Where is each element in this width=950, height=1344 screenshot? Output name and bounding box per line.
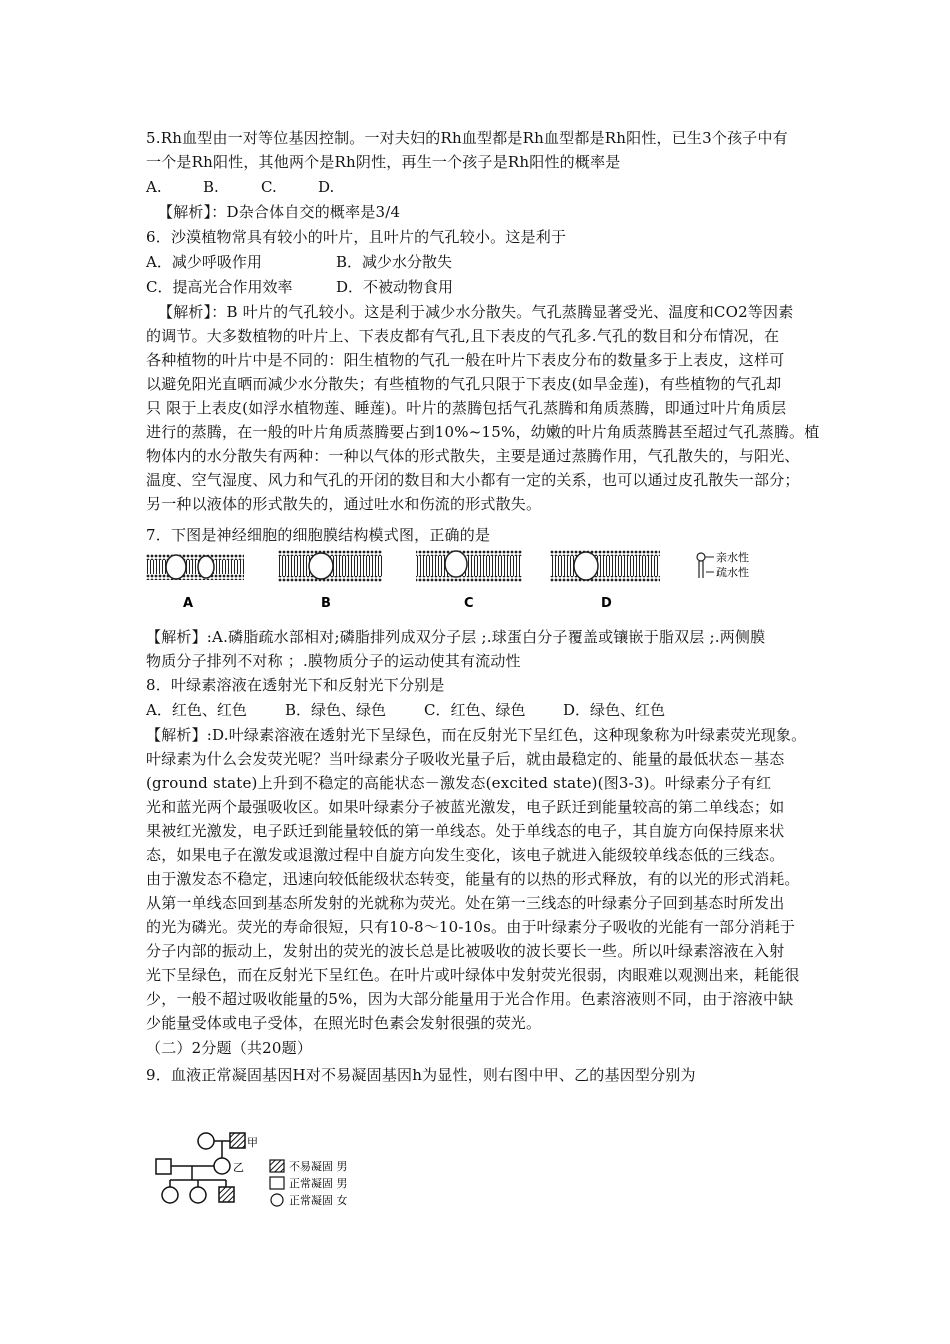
membrane-model-a	[146, 554, 244, 580]
q6-analysis-line: 进行的蒸腾，在一般的叶片角质蒸腾要占到10%~15%，幼嫩的叶片角质蒸腾甚至超过气孔蒸腾。植	[146, 423, 820, 441]
legend-affected-male-text: 不易凝固 男	[289, 1160, 348, 1173]
q8-analysis-line: 少能量受体或电子受体，在照光时色素会发射很强的荧光。	[146, 1014, 542, 1032]
q8-analysis-line: 叶绿素为什么会发荧光呢？当叶绿素分子吸收光量子后，就由最稳定的、能量的最低状态－基态	[146, 750, 785, 768]
pedigree-label-jia: 甲	[247, 1136, 258, 1149]
pedigree-chart	[150, 1132, 410, 1212]
legend-normal-male-text: 正常凝固 男	[289, 1177, 348, 1190]
pedigree-label-yi: 乙	[233, 1161, 244, 1174]
q6-analysis-line: 各种植物的叶片中是不同的：阳生植物的气孔一般在叶片下表皮分布的数量多于上表皮，这样可	[146, 351, 785, 369]
q6-stem: 6．沙漠植物常具有较小的叶片，且叶片的气孔较小。这是利于	[146, 228, 567, 246]
q7-analysis-line: 【解析】:A.磷脂疏水部相对;磷脂排列成双分子层 ;.球蛋白分子覆盖或镶嵌于脂双层 ;.两侧膜	[146, 628, 766, 646]
figure-label-d: D	[601, 596, 612, 611]
q8-analysis-line: 由于激发态不稳定，迅速向较低能级状态转变，能量有的以热的形式释放，有的以光的形式消耗。	[146, 870, 800, 888]
q5-option-c: C.	[261, 178, 277, 196]
q8-analysis-line: 态，如果电子在激发或退激过程中自旋方向发生变化，该电子就进入能级较单线态低的三线态。	[146, 846, 785, 864]
membrane-model-b	[278, 550, 382, 582]
legend-normal-male	[270, 1177, 284, 1189]
legend-normal-female-text: 正常凝固 女	[289, 1194, 348, 1207]
q6-option-d: D．不被动物食用	[336, 278, 454, 296]
q5-analysis: 【解析】：D杂合体自交的概率是3/4	[158, 203, 401, 221]
q6-analysis-line: 只 限于上表皮(如浮水植物莲、睡莲)。叶片的蒸腾包括气孔蒸腾和角质蒸腾，即通过叶片角质层	[146, 399, 787, 417]
pedigree-father	[156, 1159, 171, 1174]
q6-option-c: C．提高光合作用效率	[146, 278, 293, 296]
pedigree-child	[162, 1187, 178, 1203]
q7-analysis-line: 物质分子排列不对称 ；.膜物质分子的运动使其有流动性	[146, 652, 521, 670]
q6-option-a: A．减少呼吸作用	[146, 253, 262, 271]
q8-analysis-line: 光下呈绿色，而在反射光下呈红色。在叶片或叶绿体中发射荧光很弱，肉眼难以观测出来，耗能很	[146, 966, 800, 984]
q6-analysis-line: 的调节。大多数植物的叶片上、下表皮都有气孔,且下表皮的气孔多.气孔的数目和分布情况，在	[146, 327, 780, 345]
membrane-model-d	[550, 550, 660, 582]
q8-analysis-line: 分子内部的振动上，发射出的荧光的波长总是比被吸收的波长要长一些。所以叶绿素溶液在入射	[146, 942, 785, 960]
q6-analysis-line: 另一种以液体的形式散失的，通过吐水和伤流的形式散失。	[146, 495, 542, 513]
pedigree-child	[219, 1187, 234, 1202]
q6-analysis-line: 以避免阳光直晒而减少水分散失；有些植物的气孔只限于下表皮(如旱金莲)，有些植物的气孔却	[146, 375, 782, 393]
membrane-diagram-figure	[146, 546, 826, 616]
q8-analysis-line: 从第一单线态回到基态所发射的光就称为荧光。处在第一三线态的叶绿素分子回到基态时所发出	[146, 894, 785, 912]
q8-analysis-line: 果被红光激发，电子跃迁到能量较低的第一单线态。处于单线态的电子，其自旋方向保持原来状	[146, 822, 785, 840]
pedigree-child	[190, 1187, 206, 1203]
phospholipid-legend	[697, 550, 749, 579]
legend-hydrophobic: 疏水性	[716, 566, 749, 579]
q7-stem: 7．下图是神经细胞的细胞膜结构模式图，正确的是	[146, 526, 491, 544]
figure-label-b: B	[321, 596, 331, 611]
q8-analysis-line: 光和蓝光两个最强吸收区。如果叶绿素分子被蓝光激发，电子跃迁到能量较高的第二单线态；如	[146, 798, 785, 816]
legend-normal-female	[271, 1194, 283, 1206]
q5-option-a: A.	[146, 178, 162, 196]
q5-option-d: D.	[318, 178, 335, 196]
legend-affected-male	[270, 1160, 284, 1172]
pedigree-yi	[214, 1158, 230, 1174]
figure-label-c: C	[464, 596, 474, 611]
q8-option-c: C．红色、绿色	[424, 701, 526, 719]
q8-option-a: A．红色、红色	[146, 701, 247, 719]
q5-option-b: B.	[203, 178, 219, 196]
q8-option-d: D．绿色、红色	[563, 701, 666, 719]
q8-analysis-line: 【解析】:D.叶绿素溶液在透射光下呈绿色，而在反射光下呈红色，这种现象称为叶绿素荧光现象。	[146, 726, 807, 744]
q5-stem-line1: 5.Rh血型由一对等位基因控制。一对夫妇的Rh血型都是Rh血型都是Rh阳性，已生3个孩子中有	[146, 129, 788, 147]
q6-analysis-line: 温度、空气湿度、风力和气孔的开闭的数目和大小都有一定的关系，也可以通过皮孔散失一部分；	[146, 471, 800, 489]
pedigree-jia	[230, 1133, 245, 1148]
section-header: （二）2分题（共20题）	[146, 1039, 313, 1057]
q6-option-b: B．减少水分散失	[336, 253, 453, 271]
legend-hydrophilic: 亲水性	[716, 551, 749, 564]
q8-option-b: B．绿色、绿色	[285, 701, 387, 719]
figure-label-a: A	[183, 596, 194, 611]
pedigree-grandmother	[198, 1133, 214, 1149]
q8-stem: 8．叶绿素溶液在透射光下和反射光下分别是	[146, 676, 445, 694]
q9-stem: 9．血液正常凝固基因H对不易凝固基因h为显性，则右图中甲、乙的基因型分别为	[146, 1066, 696, 1084]
q6-analysis-line: 物体内的水分散失有两种：一种以气体的形式散失，主要是通过蒸腾作用，气孔散失的，与阳光、	[146, 447, 800, 465]
q5-stem-line2: 一个是Rh阳性，其他两个是Rh阴性，再生一个孩子是Rh阳性的概率是	[146, 153, 621, 171]
membrane-model-c	[416, 550, 522, 582]
q8-analysis-line: 少，一般不超过吸收能量的5%，因为大部分能量用于光合作用。色素溶液则不同，由于溶液中缺	[146, 990, 794, 1008]
q6-analysis-line: 【解析】：B 叶片的气孔较小。这是利于减少水分散失。气孔蒸腾显著受光、温度和CO2等因素	[158, 303, 794, 321]
q8-analysis-line: 的光为磷光。荧光的寿命很短，只有10-8～10-10s。由于叶绿素分子吸收的光能有一部分消耗于	[146, 918, 796, 936]
q8-analysis-line: (ground state)上升到不稳定的高能状态－激发态(excited state)(图3-3)。叶绿素分子有红	[146, 774, 772, 792]
